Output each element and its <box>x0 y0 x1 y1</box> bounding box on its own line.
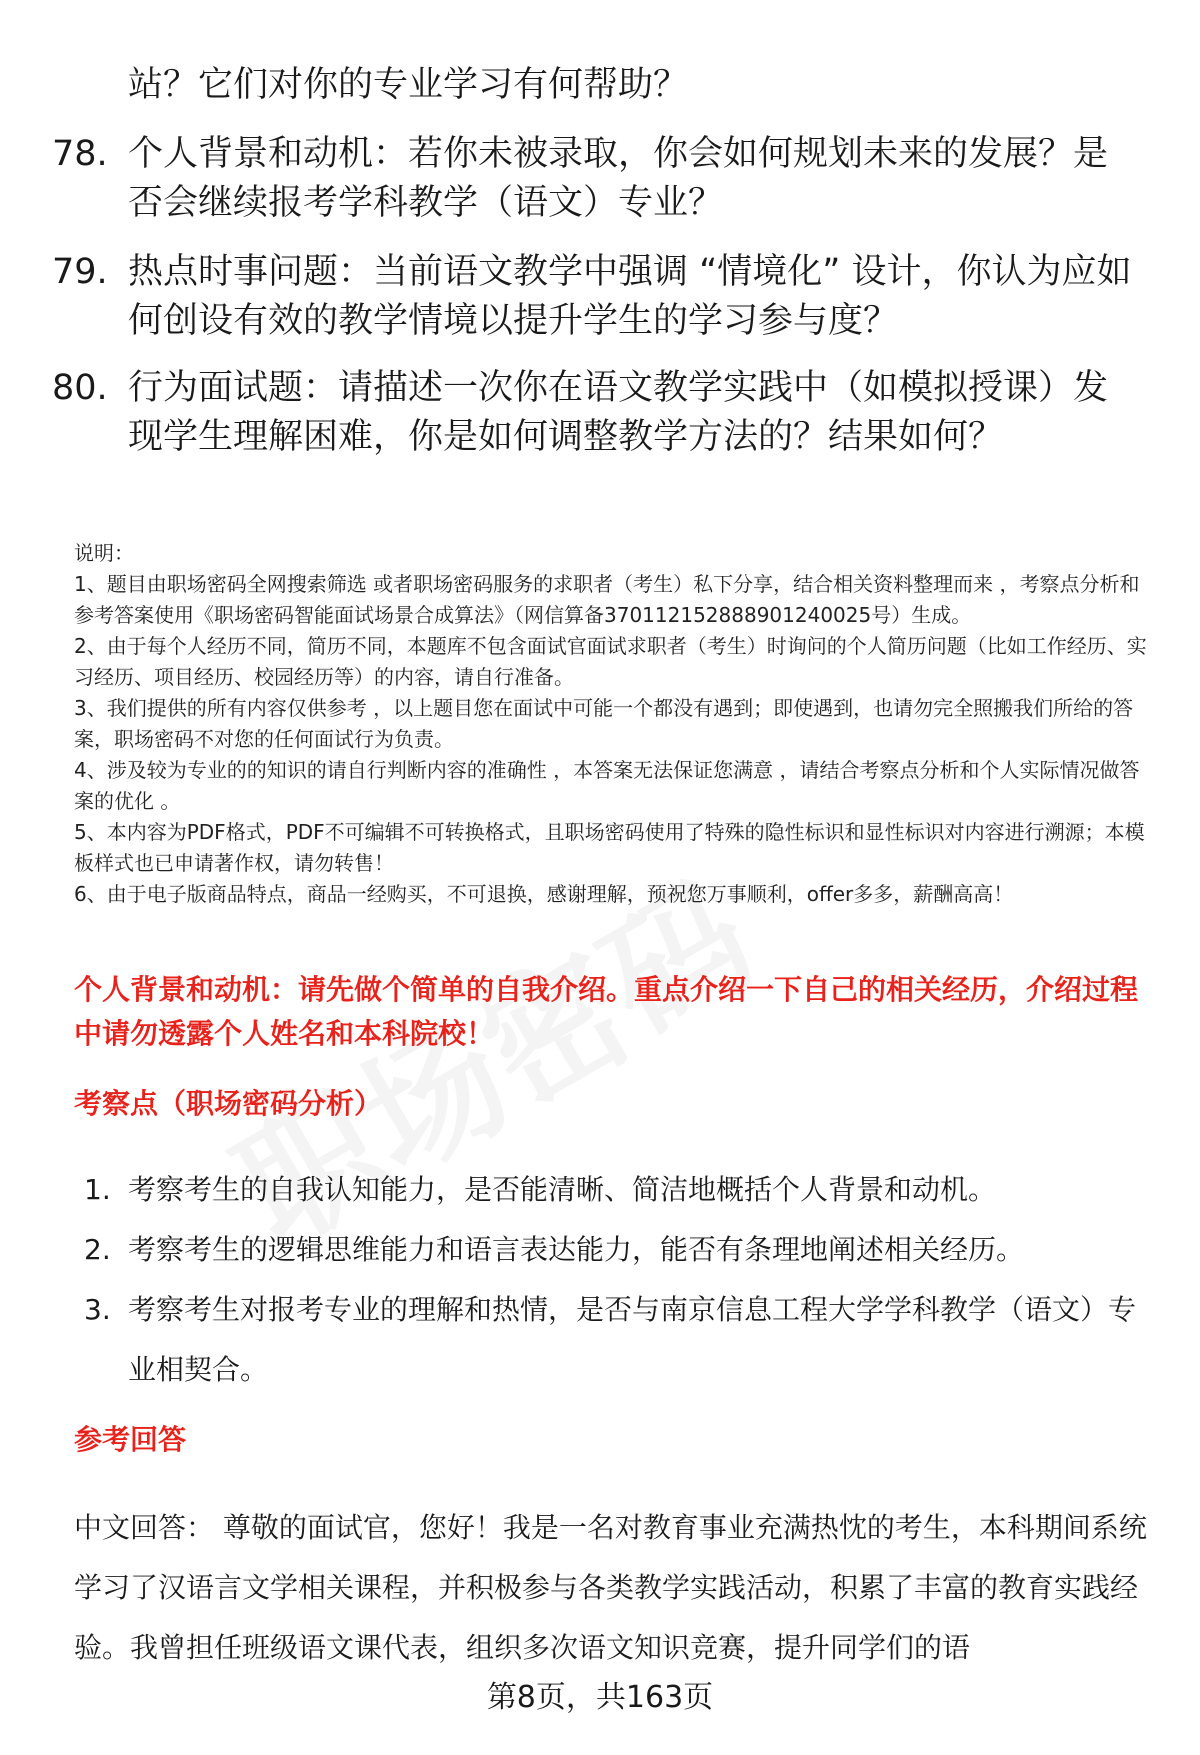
question-number: 80. <box>52 368 108 408</box>
analysis-point <box>84 1280 1154 1400</box>
point-number: 2. <box>84 1233 111 1266</box>
analysis-point <box>84 1160 1154 1220</box>
page-number: 第8页，共163页 <box>486 1680 714 1715</box>
reference-heading: 参考回答 <box>74 1423 187 1456</box>
question-number: 79. <box>52 252 108 292</box>
notes-title: 说明： <box>74 541 134 565</box>
note-item: 1、题目由职场密码全网搜索筛选 或者职场密码服务的求职者（考生）私下分享，结合相关资料整理而来 ，考察点分析和参考答案使用《职场密码智能面试场景合成算法》（网信算备370112152888901240025号）生成。 <box>74 572 1140 627</box>
note-item: 4、涉及较为专业的的知识的请自行判断内容的准确性 ，本答案无法保证您满意 ，请结合考察点分析和个人实际情况做答案的优化 。 <box>74 758 1140 813</box>
point-number: 1. <box>84 1173 111 1206</box>
question-text: 行为面试题：请描述一次你在语文教学实践中（如模拟授课）发现学生理解困难，你是如何调整教学方法的？结果如何？ <box>128 368 1109 457</box>
point-text: 考察考生的逻辑思维能力和语言表达能力，能否有条理地阐述相关经历。 <box>128 1233 1025 1266</box>
analysis-points <box>84 1160 1154 1400</box>
question-number: 78. <box>52 134 108 174</box>
point-text: 考察考生的自我认知能力，是否能清晰、简洁地概括个人背景和动机。 <box>128 1173 997 1206</box>
question-78 <box>52 130 1152 228</box>
question-77-continuation: 站？它们对你的专业学习有何帮助？ <box>128 65 689 105</box>
note-item: 3、我们提供的所有内容仅供参考 ，以上题目您在面试中可能一个都没有遇到；即使遇到，也请勿完全照搬我们所给的答案，职场密码不对您的任何面试行为负责。 <box>74 696 1134 751</box>
point-text: 考察考生对报考专业的理解和热情，是否与南京信息工程大学学科教学（语文）专业相契合。 <box>128 1293 1137 1386</box>
interview-question-title: 个人背景和动机：请先做个简单的自我介绍。重点介绍一下自己的相关经历，介绍过程中请勿透露个人姓名和本科院校！ <box>74 973 1139 1050</box>
point-number: 3. <box>84 1293 111 1326</box>
analysis-point <box>84 1220 1154 1280</box>
question-text: 个人背景和动机：若你未被录取，你会如何规划未来的发展？是否会继续报考学科教学（语文）专业？ <box>128 134 1109 223</box>
question-80 <box>52 364 1152 462</box>
analysis-heading: 考察点（职场密码分析） <box>74 1087 383 1120</box>
note-item: 6、由于电子版商品特点，商品一经购买，不可退换，感谢理解，预祝您万事顺利，offer多多，薪酬高高！ <box>74 882 1014 906</box>
note-item: 2、由于每个人经历不同，简历不同，本题库不包含面试官面试求职者（考生）时询问的个人简历问题（比如工作经历、实习经历、项目经历、校园经历等）的内容，请自行准备。 <box>74 634 1147 689</box>
reference-answer: 中文回答： 尊敬的面试官，您好！我是一名对教育事业充满热忱的考生，本科期间系统学习了汉语言文学相关课程，并积极参与各类教学实践活动，积累了丰富的教育实践经验。我曾担任班级语文课代表，组织多次语文知识竞赛，提升同学们的语 <box>74 1511 1147 1664</box>
question-text: 热点时事问题：当前语文教学中强调 “情境化” 设计，你认为应如何创设有效的教学情境以提升学生的学习参与度？ <box>128 252 1132 341</box>
question-79 <box>52 248 1152 346</box>
notes-section <box>74 538 1154 910</box>
note-item: 5、本内容为PDF格式，PDF不可编辑不可转换格式，且职场密码使用了特殊的隐性标识和显性标识对内容进行溯源；本模板样式也已申请著作权，请勿转售！ <box>74 820 1145 875</box>
